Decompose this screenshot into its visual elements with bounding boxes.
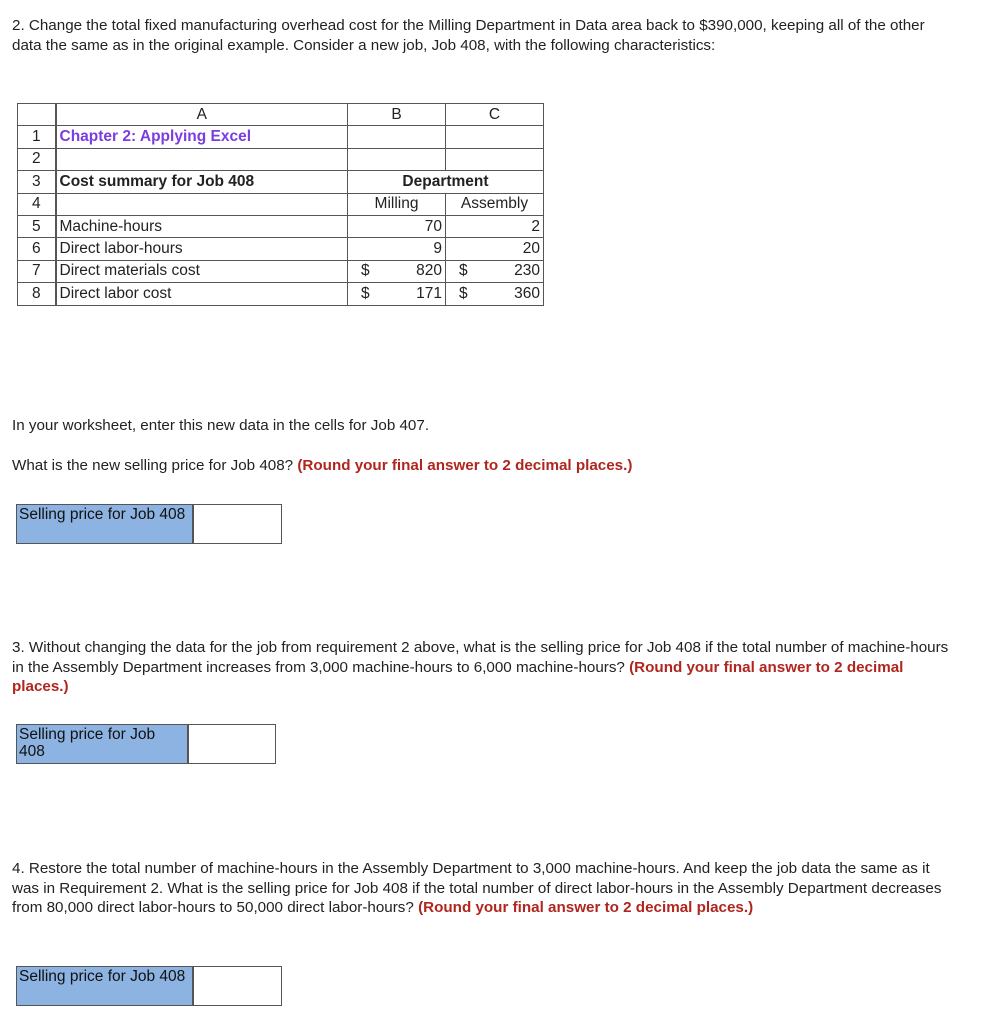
question-2-text: 2. Change the total fixed manufacturing overhead cost for the Milling Department in Data area back to $390,000, keeping all of the other data the same as in the original example. Consider a new job, Job 408, with the following characteristics: (12, 17, 925, 54)
assembly-value: 20 (522, 240, 540, 258)
row-number: 6 (18, 238, 56, 260)
table-row (18, 215, 544, 237)
assembly-header: Assembly (446, 193, 544, 215)
round-note: (Round your final answer to 2 decimal places.) (297, 457, 633, 474)
question-3-text: 3. Without changing the data for the job from requirement 2 above, what is the selling price for Job 408 if the total number of machine-hours in the Assembly Department increases from 3,000 machine-hours to 6,000 machine-hours? (Round your final answer to 2 decimal places.) (12, 639, 949, 695)
row-number: 3 (18, 171, 56, 193)
row-number: 1 (18, 126, 56, 148)
currency-symbol: $ (361, 262, 370, 280)
row-number: 5 (18, 215, 56, 237)
answer-label: Selling price for Job 408 (17, 967, 192, 1005)
col-header-b: B (348, 104, 446, 126)
round-note: (Round your final answer to 2 decimal places.) (12, 658, 904, 695)
milling-header: Milling (348, 193, 446, 215)
currency-symbol: $ (459, 284, 468, 302)
answer-label: Selling price for Job 408 (17, 505, 192, 543)
enter-data-instruction: In your worksheet, enter this new data in the cells for Job 407. (12, 417, 430, 434)
row-label: Direct labor cost (56, 283, 348, 305)
selling-price-input-q4[interactable] (192, 967, 281, 1005)
row-label: Machine-hours (56, 215, 348, 237)
assembly-value: 2 (531, 217, 540, 235)
question-4-text: 4. Restore the total number of machine-hours in the Assembly Department to 3,000 machine-hours. And keep the job data the same as it was in Requirement 2. What is the selling price for Job 408 if the total number of direct labor-hours in the Assembly Department decreases from 80,000 direct labor-hours to 50,000 direct labor-hours? (Round your final answer to 2 decimal places.) (12, 860, 942, 916)
spreadsheet (17, 103, 544, 306)
milling-value: 70 (424, 217, 442, 235)
round-note: (Round your final answer to 2 decimal places.) (418, 899, 754, 916)
corner-cell (18, 104, 56, 126)
col-header-c: C (446, 104, 544, 126)
currency-symbol: $ (459, 262, 468, 280)
question-2-prompt: What is the new selling price for Job 408? (Round your final answer to 2 decimal places.) (12, 457, 633, 474)
row-label: Direct labor-hours (56, 238, 348, 260)
cost-summary-label: Cost summary for Job 408 (56, 171, 348, 193)
assembly-value: 360 (514, 284, 540, 302)
department-label: Department (348, 171, 544, 193)
table-row (18, 283, 544, 305)
currency-symbol: $ (361, 284, 370, 302)
milling-value: 9 (433, 240, 442, 258)
answer-label: Selling price for Job 408 (17, 725, 187, 763)
row-number: 2 (18, 148, 56, 170)
selling-price-input-q2[interactable] (192, 505, 281, 543)
assembly-value: 230 (514, 262, 540, 280)
table-row (18, 238, 544, 260)
table-row (18, 260, 544, 282)
answer-row-q3 (16, 724, 276, 764)
row-number: 4 (18, 193, 56, 215)
row-number: 8 (18, 283, 56, 305)
answer-row-q4 (16, 966, 282, 1006)
milling-value: 171 (416, 284, 442, 302)
milling-value: 820 (416, 262, 442, 280)
selling-price-input-q3[interactable] (187, 725, 275, 763)
row-label: Direct materials cost (56, 260, 348, 282)
col-header-a: A (56, 104, 348, 126)
answer-row-q2 (16, 504, 282, 544)
row-number: 7 (18, 260, 56, 282)
sheet-title: Chapter 2: Applying Excel (56, 126, 348, 148)
